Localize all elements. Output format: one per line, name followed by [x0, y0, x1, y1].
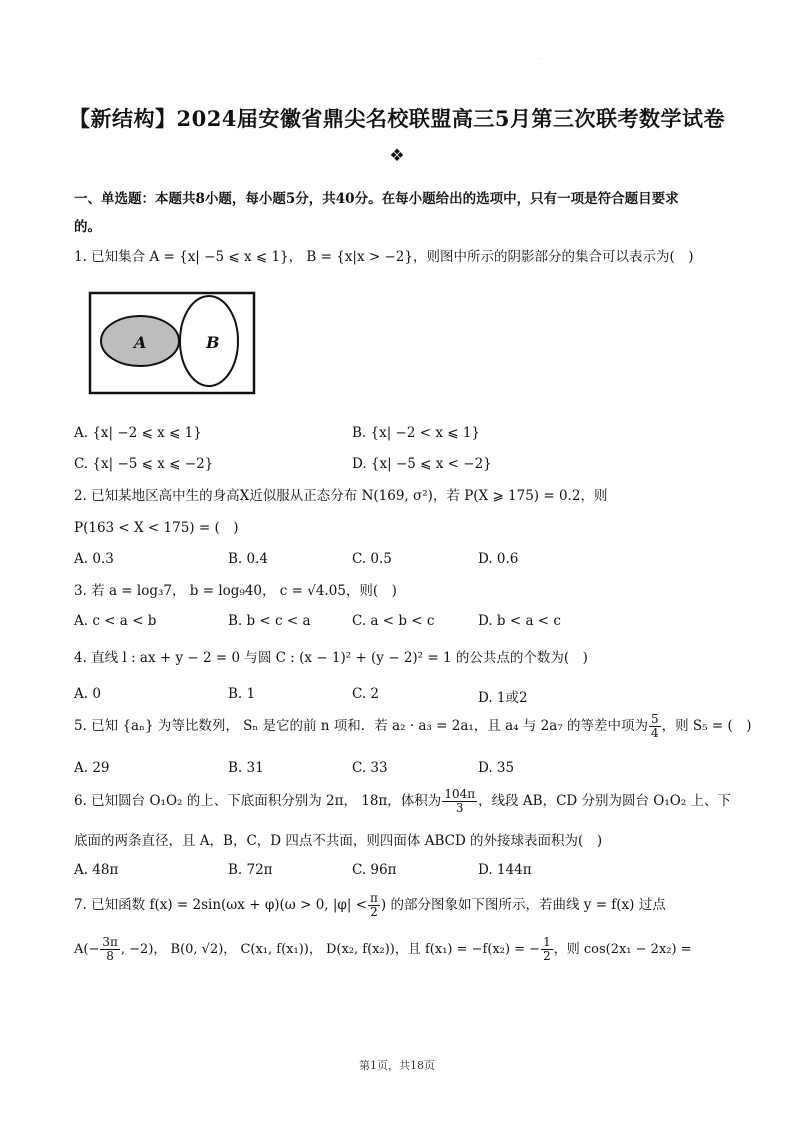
question-5-stem	[74, 713, 752, 740]
q7-fraction	[368, 892, 380, 919]
q6-option-c: C. 96π	[352, 862, 397, 878]
q1-option-d: D. {x| −5 ⩽ x < −2}	[352, 456, 492, 472]
q1-option-c: C. {x| −5 ⩽ x ⩽ −2}	[74, 456, 214, 472]
q7-line2-frac-num: 3π	[102, 935, 118, 949]
ornament-icon: ❖	[389, 146, 405, 166]
q6-option-d: D. 144π	[478, 862, 532, 878]
q7-line2-c: ，则 cos(2x₁ − 2x₂) =	[553, 942, 692, 957]
page-title: 【新结构】2024届安徽省鼎尖名校联盟高三5月第三次联考数学试卷	[68, 106, 726, 131]
q1-option-b: B. {x| −2 < x ⩽ 1}	[352, 425, 481, 441]
q7-line2-frac-den: 8	[106, 949, 114, 963]
q6-stem-a: 6. 已知圆台 O₁O₂ 的上、下底面积分别为 2π， 18π，体积为	[74, 793, 442, 809]
q6-option-b: B. 72π	[228, 862, 273, 878]
q6-frac-num: 104π	[444, 787, 476, 801]
q6-frac-den: 3	[455, 801, 464, 815]
question-4-stem: 4. 直线 l : ax + y − 2 = 0 与圆 C : (x − 1)² + (y − 2)² = 1 的公共点的个数为( )	[74, 650, 588, 666]
q2-option-a: A. 0.3	[74, 551, 114, 567]
q7-line2-frac2-num: 1	[543, 935, 551, 949]
q7-line2-b: , −2)， B(0, √2)， C(x₁, f(x₁))， D(x₂, f(x₂))，且 f(x₁) = −f(x₂) = −	[120, 942, 541, 957]
question-6-stem-line2: 底面的两条直径，且 A，B，C，D 四点不共面，则四面体 ABCD 的外接球表面积为( )	[74, 833, 603, 849]
q5-option-d: D. 35	[478, 760, 515, 776]
question-2-stem-line1: 2. 已知某地区高中生的身高X近似服从正态分布 N(169, σ²)，若 P(X ⩾ 175) = 0.2，则	[74, 488, 608, 504]
q5-frac-den: 4	[650, 726, 659, 740]
q4-option-c: C. 2	[352, 686, 380, 702]
venn-label-a: A	[134, 333, 147, 352]
q7-stem-b: ) 的部分图象如下图所示，若曲线 y = f(x) 过点	[380, 897, 666, 913]
q2-option-b: B. 0.4	[228, 551, 268, 567]
question-7-stem-line1	[74, 892, 666, 919]
question-7-stem-line2	[74, 936, 692, 963]
venn-label-b: B	[206, 333, 220, 352]
q7-line2-frac2-den: 2	[543, 949, 551, 963]
question-3-stem: 3. 若 a = log₃7， b = log₉40， c = √4.05，则( )	[74, 583, 397, 599]
q3-option-c: C. a < b < c	[352, 613, 435, 629]
q6-option-a: A. 48π	[74, 862, 119, 878]
section-heading-line1: 一、单选题：本题共8小题，每小题5分，共40分。在每小题给出的选项中，只有一项是符合题目要求	[74, 191, 679, 207]
page-footer: 第1页，共18页	[359, 1059, 435, 1072]
q5-stem-a: 5. 已知 {aₙ} 为等比数列， Sₙ 是它的前 n 项和．若 a₂ · a₃ = 2a₁，且 a₄ 与 2a₇ 的等差中项为	[74, 718, 648, 734]
q5-frac-num: 5	[650, 712, 659, 726]
q5-option-a: A. 29	[74, 760, 110, 776]
q5-fraction	[649, 713, 661, 740]
q4-option-a: A. 0	[74, 686, 101, 702]
q6-stem-b: ，线段 AB，CD 分别为圆台 O₁O₂ 上、下	[478, 793, 732, 809]
q7-frac-num: π	[370, 891, 378, 905]
venn-diagram	[88, 291, 256, 395]
question-1-stem: 1. 已知集合 A = {x| −5 ⩽ x ⩽ 1}， B = {x|x > −2}，则图中所示的阴影部分的集合可以表示为( )	[74, 249, 694, 265]
q7-line2-fraction	[100, 936, 120, 963]
q2-option-d: D. 0.6	[478, 551, 519, 567]
q7-frac-den: 2	[370, 905, 378, 919]
question-6-stem-line1	[74, 788, 731, 815]
q7-line2-fraction2	[541, 936, 553, 963]
q7-stem-a: 7. 已知函数 f(x) = 2sin(ωx + φ)(ω > 0, |φ| <	[74, 897, 368, 913]
q4-option-b: B. 1	[228, 686, 256, 702]
q1-option-a: A. {x| −2 ⩽ x ⩽ 1}	[74, 425, 202, 441]
q5-option-b: B. 31	[228, 760, 264, 776]
question-2-stem-line2: P(163 < X < 175) = ( )	[74, 520, 239, 536]
q3-option-a: A. c < a < b	[74, 613, 157, 629]
corner-mark: .	[540, 54, 542, 61]
q5-option-c: C. 33	[352, 760, 388, 776]
section-heading-line2: 的。	[74, 219, 101, 235]
q3-option-b: B. b < c < a	[228, 613, 311, 629]
q6-fraction	[442, 788, 477, 815]
q4-option-d: D. 1或2	[478, 690, 528, 706]
q3-option-d: D. b < a < c	[478, 613, 561, 629]
q7-line2-a: A(−	[74, 942, 100, 957]
q5-stem-b: ，则 S₅ = ( )	[661, 718, 752, 734]
q2-option-c: C. 0.5	[352, 551, 392, 567]
